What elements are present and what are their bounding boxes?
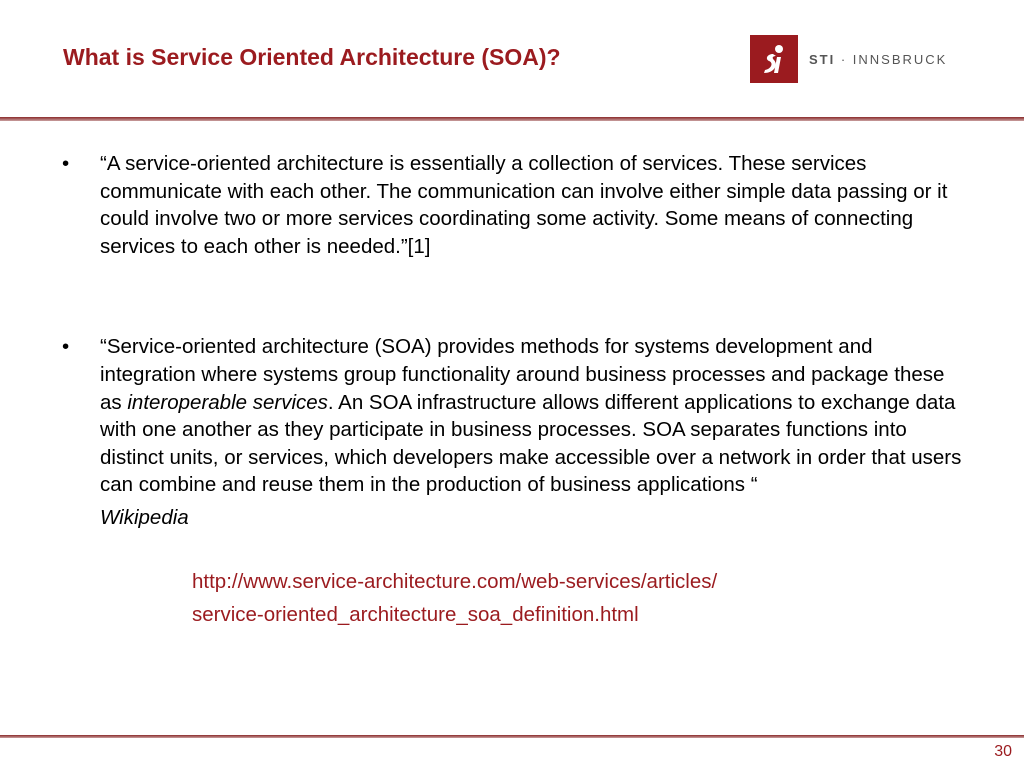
page-number: 30 [994, 743, 1012, 760]
bullet-marker: • [62, 335, 70, 359]
reference-link[interactable] [192, 565, 962, 631]
logo-name-bold: STI [809, 51, 836, 67]
bullet-text-italic: interoperable services [127, 390, 328, 414]
reference-link-line[interactable]: http://www.service-architecture.com/web-services/articles/ [192, 569, 718, 593]
sti-innsbruck-logo [750, 34, 947, 84]
slide-body [62, 150, 962, 631]
bullet-text-part: . An SOA infrastructure allows different applications to exchange data with one another as they participate in business processes. SOA separates functions into distinct units, or services, which developers make accessible over a network in order that users can combine and reuse them in the production of business applications “ [100, 390, 962, 497]
sti-logo-icon [750, 35, 798, 83]
page-title: What is Service Oriented Architecture (SOA)? [63, 44, 561, 70]
bullet-text-part: “Service-oriented architecture (SOA) provides methods for systems development and integration where systems group functionality around business processes and package these as [100, 335, 945, 414]
bullet-text [100, 335, 961, 496]
bullet-marker: • [62, 152, 70, 175]
bullet-item [62, 150, 962, 260]
logo-text [809, 52, 947, 67]
reference-link-line[interactable]: service-oriented_architecture_soa_definition.html [192, 602, 639, 626]
source-citation: Wikipedia [100, 505, 189, 529]
header-divider [0, 117, 1024, 121]
logo-name-rest: · INNSBRUCK [835, 51, 948, 67]
bullet-item [62, 333, 962, 499]
footer-divider [0, 735, 1024, 738]
bullet-text: “A service-oriented architecture is essentially a collection of services. These services communicate with each other. The communication can involve either simple data passing or it could involve two or more services coordinating some activity. Some means of connecting services to each other is needed.”[1] [100, 152, 948, 258]
